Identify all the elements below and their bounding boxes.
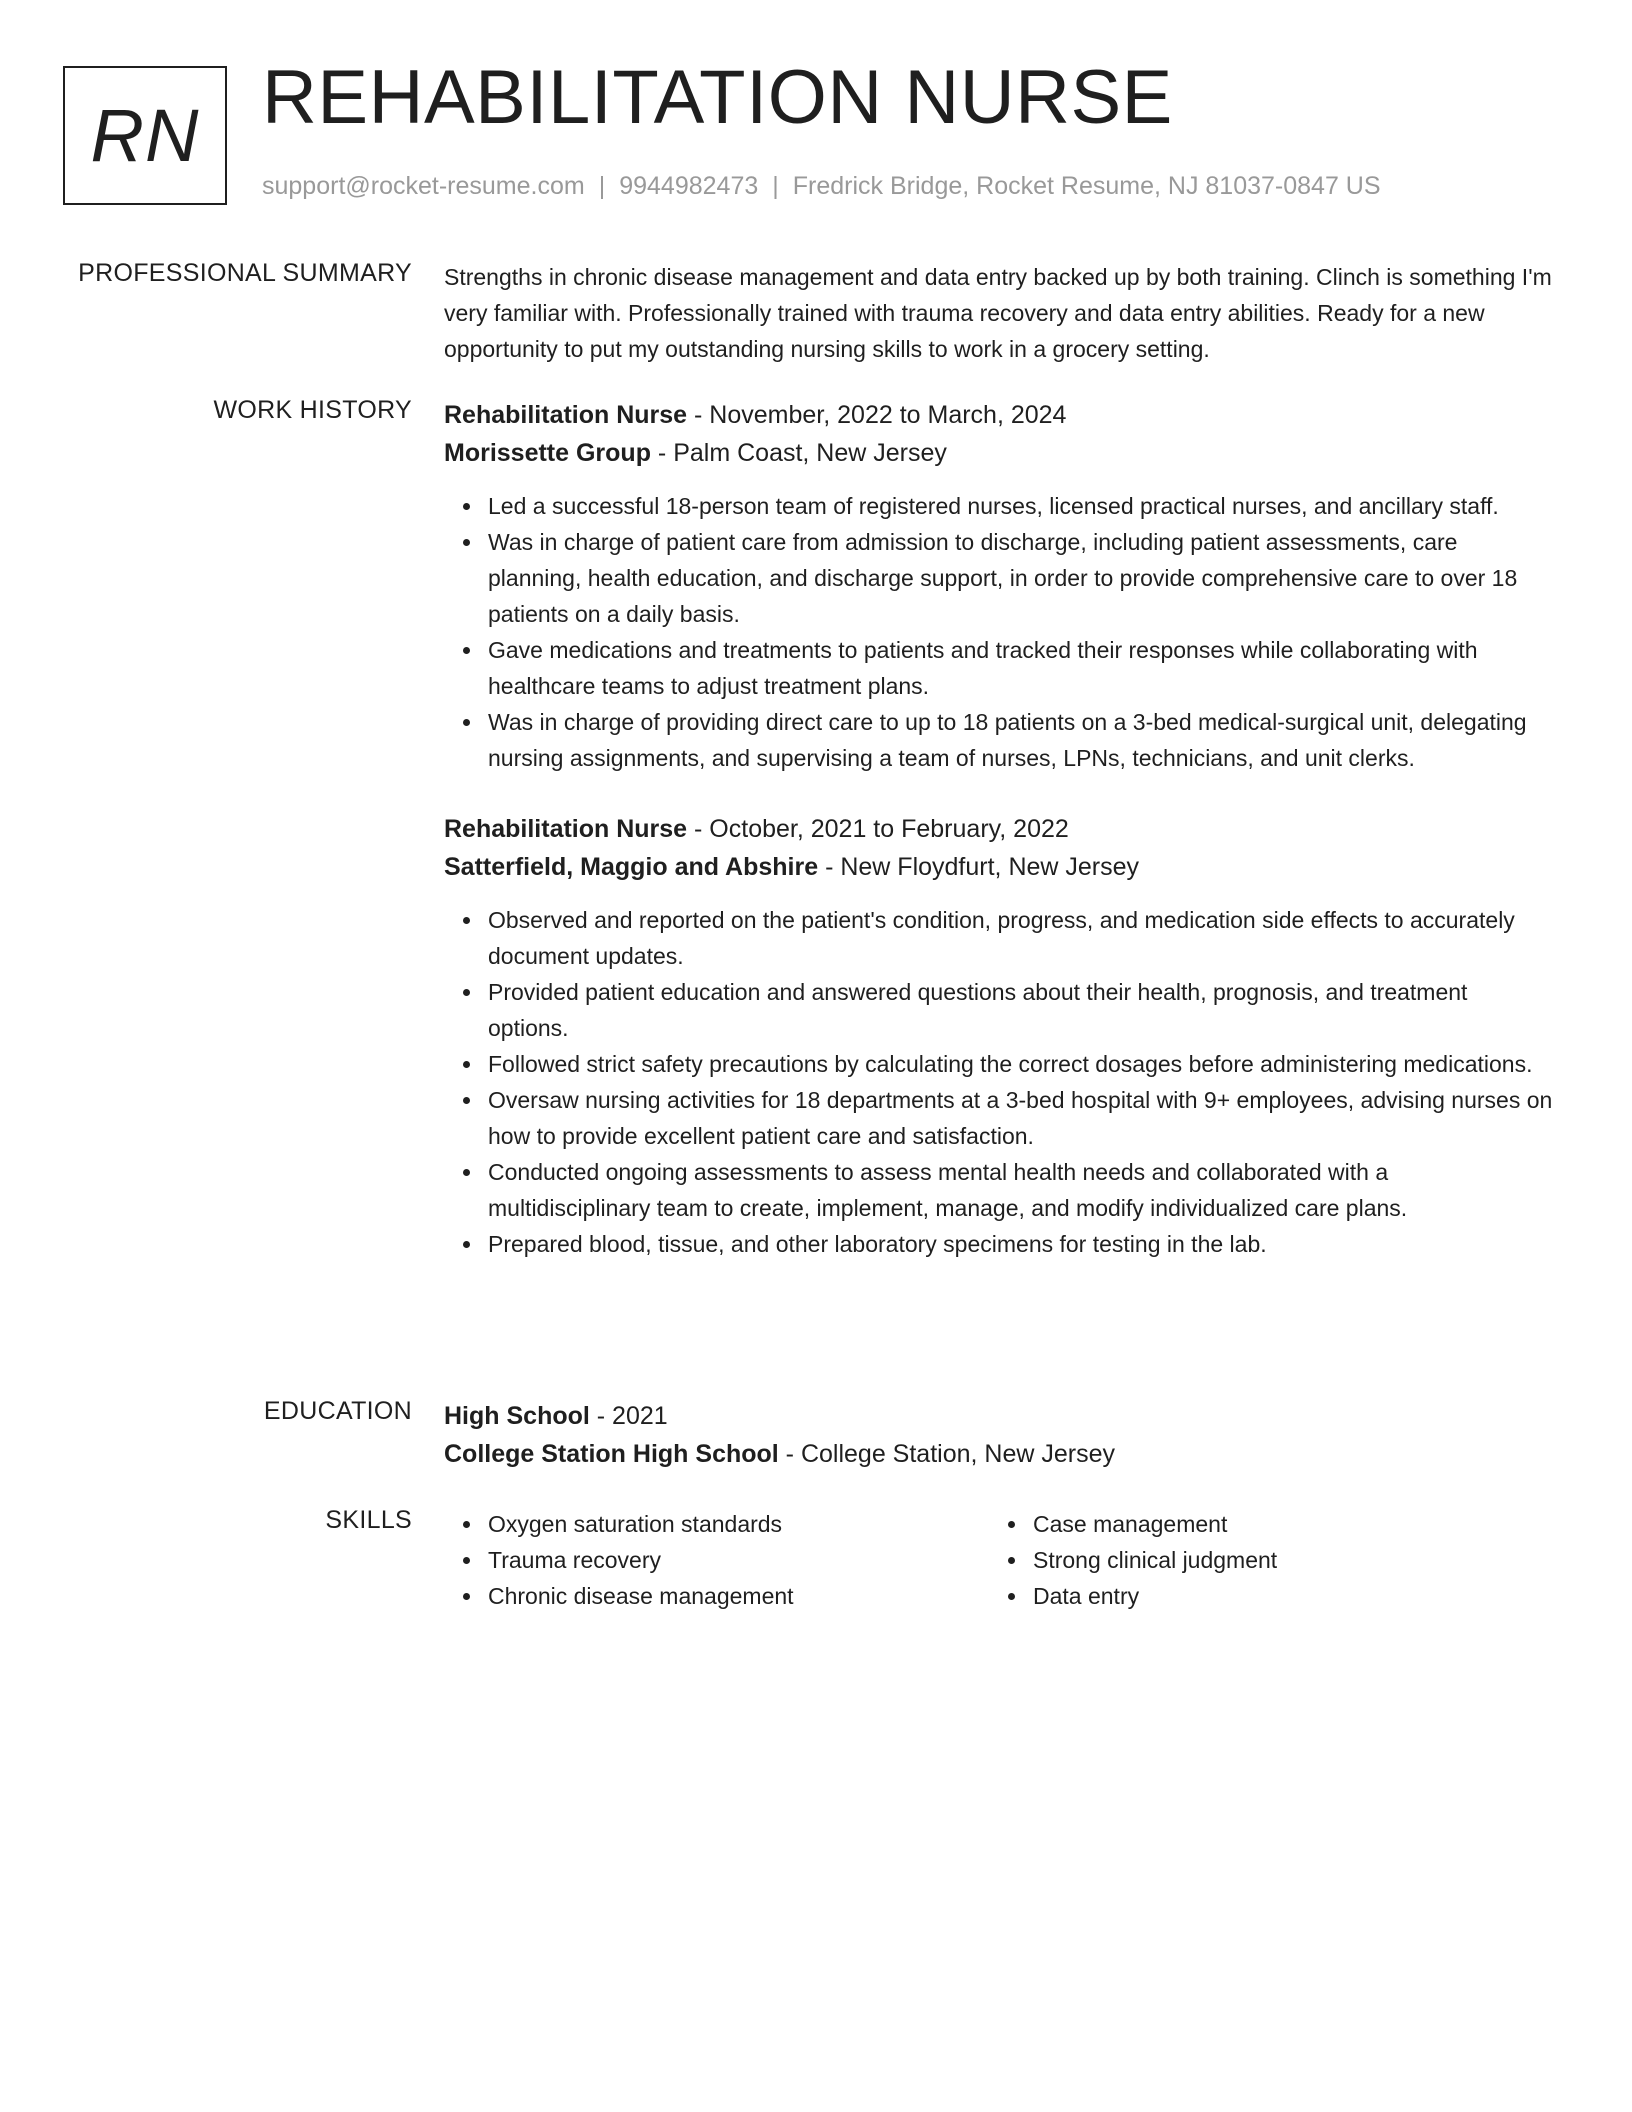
skill-item: Case management	[1033, 1506, 1534, 1542]
work-history-body	[444, 396, 1554, 1262]
skill-item: Oxygen saturation standards	[488, 1506, 989, 1542]
skill-item: Trauma recovery	[488, 1542, 989, 1578]
job-title-line	[444, 396, 1554, 434]
job-company: Satterfield, Maggio and Abshire	[444, 853, 819, 881]
job-location: - New Floydfurt, New Jersey	[818, 853, 1140, 881]
job-dates: - October, 2021 to February, 2022	[687, 815, 1069, 843]
job-duties-list	[444, 488, 1554, 776]
monogram-initials: RN	[90, 94, 200, 177]
page-title: REHABILITATION NURSE	[262, 55, 1173, 140]
skills-list-left	[444, 1506, 989, 1614]
work-history-heading: WORK HISTORY	[213, 396, 412, 424]
education-location: - College Station, New Jersey	[778, 1440, 1115, 1468]
contact-address: Fredrick Bridge, Rocket Resume, NJ 81037-0847 US	[792, 172, 1381, 200]
education-degree-line	[444, 1397, 1554, 1435]
job-entry	[444, 396, 1554, 776]
education-degree: High School	[444, 1402, 590, 1430]
job-company-line	[444, 434, 1554, 472]
monogram-box	[63, 66, 227, 205]
contact-email: support@rocket-resume.com	[262, 172, 585, 200]
skill-item: Chronic disease management	[488, 1578, 989, 1614]
job-company-line	[444, 848, 1554, 886]
contact-line	[262, 172, 1381, 201]
contact-separator: |	[598, 172, 606, 200]
skill-item: Data entry	[1033, 1578, 1534, 1614]
list-item: Was in charge of providing direct care to up to 18 patients on a 3-bed medical-surgical unit, delegating nursing assignments, and supervising a team of nurses, LPNs, technicians, and unit clerks.	[488, 704, 1554, 776]
summary-text: Strengths in chronic disease management and data entry backed up by both training. Clinch is something I'm very familiar with. Professionally trained with trauma recovery and data entry abilities. Ready for a new opportunity to put my outstanding nursing skills to work in a grocery setting.	[444, 264, 1552, 362]
job-title: Rehabilitation Nurse	[444, 815, 688, 843]
job-location: - Palm Coast, New Jersey	[650, 439, 947, 467]
list-item: Was in charge of patient care from admission to discharge, including patient assessments, care planning, health education, and discharge support, in order to provide comprehensive care to over 18 patients on a daily basis.	[488, 524, 1554, 632]
list-item: Provided patient education and answered questions about their health, prognosis, and treatment options.	[488, 974, 1554, 1046]
list-item: Followed strict safety precautions by calculating the correct dosages before administering medications.	[488, 1046, 1554, 1082]
job-entry	[444, 810, 1554, 1262]
list-item: Prepared blood, tissue, and other laboratory specimens for testing in the lab.	[488, 1226, 1554, 1262]
summary-body	[444, 259, 1554, 367]
education-heading: EDUCATION	[263, 1397, 412, 1425]
job-dates: - November, 2022 to March, 2024	[687, 401, 1067, 429]
job-title: Rehabilitation Nurse	[444, 401, 688, 429]
job-title-line	[444, 810, 1554, 848]
education-year: - 2021	[589, 1402, 668, 1430]
list-item: Led a successful 18-person team of registered nurses, licensed practical nurses, and ancillary staff.	[488, 488, 1554, 524]
contact-phone: 9944982473	[619, 172, 759, 200]
education-body	[444, 1397, 1554, 1473]
skill-item: Strong clinical judgment	[1033, 1542, 1534, 1578]
list-item: Observed and reported on the patient's condition, progress, and medication side effects to accurately document updates.	[488, 902, 1554, 974]
list-item: Gave medications and treatments to patients and tracked their responses while collaborating with healthcare teams to adjust treatment plans.	[488, 632, 1554, 704]
skills-grid	[444, 1506, 1554, 1614]
summary-heading: PROFESSIONAL SUMMARY	[78, 259, 412, 287]
job-company: Morissette Group	[444, 439, 651, 467]
education-school: College Station High School	[444, 1440, 779, 1468]
list-item: Conducted ongoing assessments to assess mental health needs and collaborated with a multidisciplinary team to create, implement, manage, and modify individualized care plans.	[488, 1154, 1554, 1226]
skills-heading: SKILLS	[325, 1506, 412, 1534]
job-duties-list	[444, 902, 1554, 1262]
education-school-line	[444, 1435, 1554, 1473]
list-item: Oversaw nursing activities for 18 departments at a 3-bed hospital with 9+ employees, advising nurses on how to provide excellent patient care and satisfaction.	[488, 1082, 1554, 1154]
skills-list-right	[989, 1506, 1534, 1614]
contact-separator: |	[772, 172, 779, 200]
skills-body	[444, 1506, 1554, 1614]
